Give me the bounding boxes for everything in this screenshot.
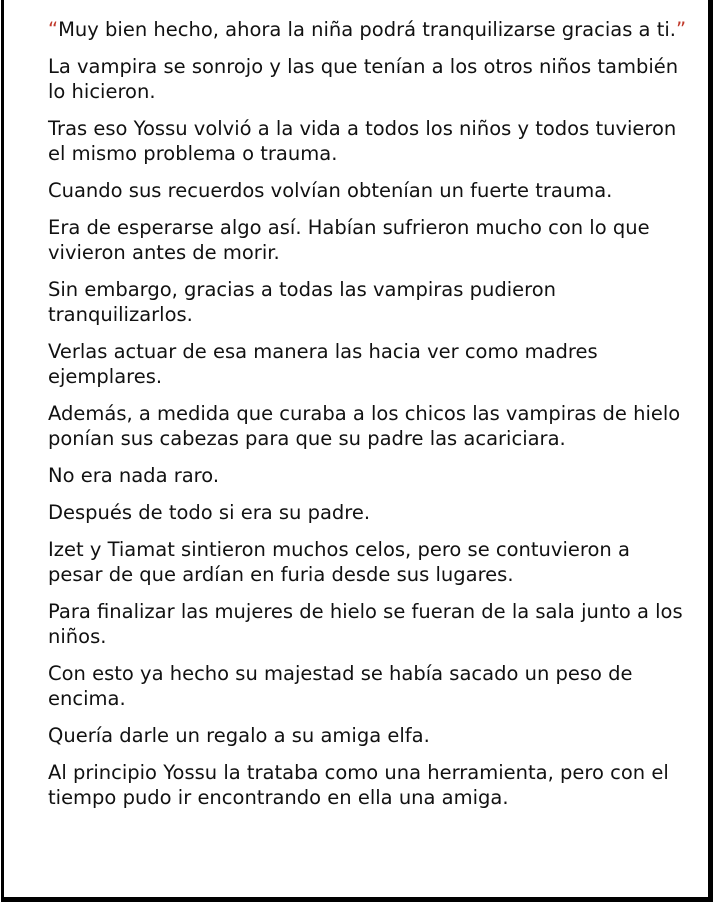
paragraph-4: Cuando sus recuerdos volvían obtenían un fuerte trauma. — [48, 179, 613, 202]
opening-quote-mark: “ — [48, 18, 59, 41]
paragraph-2: La vampira se sonrojo y las que tenían a los otros niños también lo hicieron. — [48, 55, 679, 103]
paragraph-6: Sin embargo, gracias a todas las vampiras pudieron tranquilizarlos. — [48, 278, 556, 326]
closing-quote-mark: ” — [675, 18, 687, 41]
paragraph-7: Verlas actuar de esa manera las hacia ver como madres ejemplares. — [48, 340, 598, 388]
paragraph-1 — [48, 17, 688, 42]
paragraph-1-text: Muy bien hecho, ahora la niña podrá tranquilizarse gracias a ti. — [58, 18, 676, 41]
paragraph-13: Con esto ya hecho su majestad se había sacado un peso de encima. — [48, 662, 633, 710]
document-text — [48, 17, 688, 822]
document-page — [1, 0, 713, 902]
paragraph-5: Era de esperarse algo así. Habían sufrieron mucho con lo que vivieron antes de morir. — [48, 216, 650, 264]
paragraph-3: Tras eso Yossu volvió a la vida a todos los niños y todos tuvieron el mismo problema o trauma. — [48, 117, 677, 165]
paragraph-8: Además, a medida que curaba a los chicos las vampiras de hielo ponían sus cabezas para que su padre las acariciara. — [48, 402, 681, 450]
paragraph-15: Al principio Yossu la trataba como una herramienta, pero con el tiempo pudo ir encontrando en ella una amiga. — [48, 761, 669, 809]
paragraph-9: No era nada raro. — [48, 464, 220, 487]
paragraph-10: Después de todo si era su padre. — [48, 501, 371, 524]
paragraph-14: Quería darle un regalo a su amiga elfa. — [48, 724, 430, 747]
paragraph-12: Para finalizar las mujeres de hielo se fueran de la sala junto a los niños. — [48, 600, 683, 648]
paragraph-11: Izet y Tiamat sintieron muchos celos, pero se contuvieron a pesar de que ardían en furia desde sus lugares. — [48, 538, 630, 586]
